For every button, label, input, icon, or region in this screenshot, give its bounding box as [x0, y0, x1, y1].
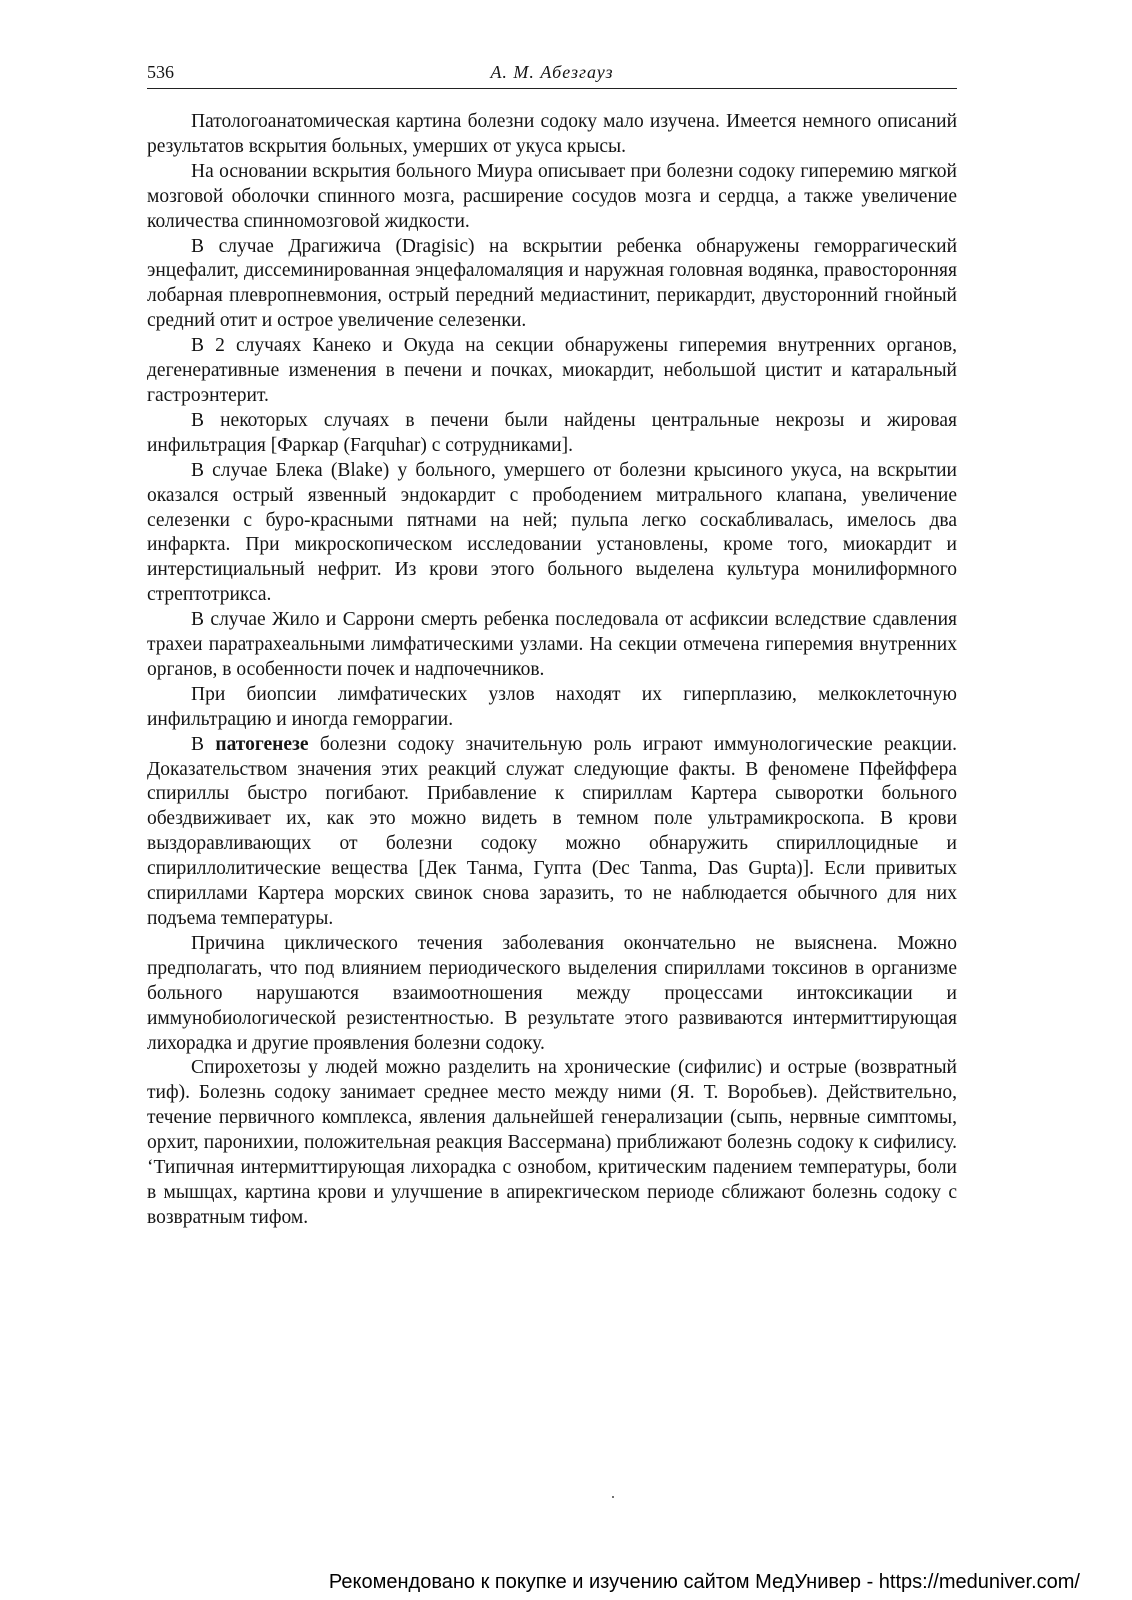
footer-watermark: Рекомендовано к покупке и изучению сайтом МедУнивер - https://meduniver.com/	[328, 1571, 1080, 1593]
paragraph: В случае Драгижича (Dragisic) на вскрытии ребенка обнаружены геморрагический энцефалит, диссеминированная энцефаломаляция и наружная головная водянка, правосторонняя лобарная плевропневмония, острый передний медиастинит, перикардит, двусторонний гнойный средний отит и острое увеличение селезенки.	[147, 235, 957, 332]
paragraph: При биопсии лимфатических узлов находят их гиперплазию, мелкоклеточную инфильтрацию и иногда геморрагии.	[147, 683, 957, 730]
article-body	[147, 110, 957, 1231]
paragraph: Патологоанатомическая картина болезни содоку мало изучена. Имеется немного описаний результатов вскрытия больных, умерших от укуса крысы.	[147, 111, 957, 157]
pathogenesis-term: патогенезе	[215, 733, 309, 755]
paragraph: В некоторых случаях в печени были найдены центральные некрозы и жировая инфильтрация [Фаркар (Farquhar) с сотрудниками].	[147, 409, 957, 456]
paragraph: В случае Жило и Саррони смерть ребенка последовала от асфиксии вследствие сдавления трахеи паратрахеальными лимфатическими узлами. На секции отмечена гиперемия внутренних органов, в особенности почек и надпочечников.	[147, 609, 957, 680]
paragraph-lead: В	[191, 733, 216, 755]
paragraph-pathogenesis	[147, 733, 957, 932]
running-head-author: А. М. Абезгауз	[490, 62, 614, 82]
paragraph: В 2 случаях Канеко и Окуда на секции обнаружены гиперемия внутренних органов, дегенеративные изменения в печени и почках, миокардит, небольшой цистит и катаральный гастроэнтерит.	[147, 335, 957, 406]
paragraph: В случае Блека (Blake) у больного, умершего от болезни крысиного укуса, на вскрытии оказался острый язвенный эндокардит с прободением митрального клапана, увеличение селезенки с буро-красными пятнами на ней; пульпа легко соскабливалась, имелось два инфаркта. При микроскопическом исследовании установлены, кроме того, миокардит и интерстициальный нефрит. Из крови этого больного выделена культура монилиформного стрептотрикса.	[147, 459, 957, 606]
paragraph: На основании вскрытия больного Миура описывает при болезни содоку гиперемию мягкой мозговой оболочки спинного мозга, расширение сосудов мозга и сердца, а также увеличение количества спинномозговой жидкости.	[147, 160, 957, 232]
page-header	[147, 62, 957, 89]
page-number: 536	[147, 62, 174, 82]
paragraph: Спирохетозы у людей можно разделить на хронические (сифилис) и острые (возвратный тиф). Болезнь содоку занимает среднее место между ними (Я. Т. Воробьев). Действительно, течение первичного комплекса, явления дальнейшей генерализации (сыпь, нервные симптомы, орхит, паронихии, положительная реакция Вассермана) приближают болезнь содоку к сифилису. ʻТипичная интермиттирующая лихорадка с ознобом, критическим падением температуры, боли в мышцах, картина крови и улучшение в апирекгическом периоде сближают болезнь содоку с возвратным тифом.	[147, 1057, 957, 1228]
paragraph-rest: болезни содоку значительную роль играют иммунологические реакции. Доказательством значения этих реакций служат следующие факты. В феномене Пфейффера спириллы быстро погибают. Прибавление к спириллам Картера сыворотки больного обездвиживает их, как это можно видеть в темном поле ультрамикроскопа. В крови выздоравливающих от болезни содоку можно обнаружить спириллоцидные и спириллолитические вещества [Дек Танма, Гупта (Dec Tanma, Das Gupta)]. Если привитых спириллами Картера морских свинок снова заразить, то не наблюдается обычного для них подъема температуры.	[147, 733, 957, 929]
paragraph: Причина циклического течения заболевания окончательно не выяснена. Можно предполагать, что под влиянием периодического выделения спириллами токсинов в организме больного нарушаются взаимоотношения между процессами интоксикации и иммунобиологической резистентностью. В результате этого развиваются интермиттирующая лихорадка и другие проявления болезни содоку.	[147, 932, 957, 1054]
scan-speck	[612, 1496, 614, 1498]
